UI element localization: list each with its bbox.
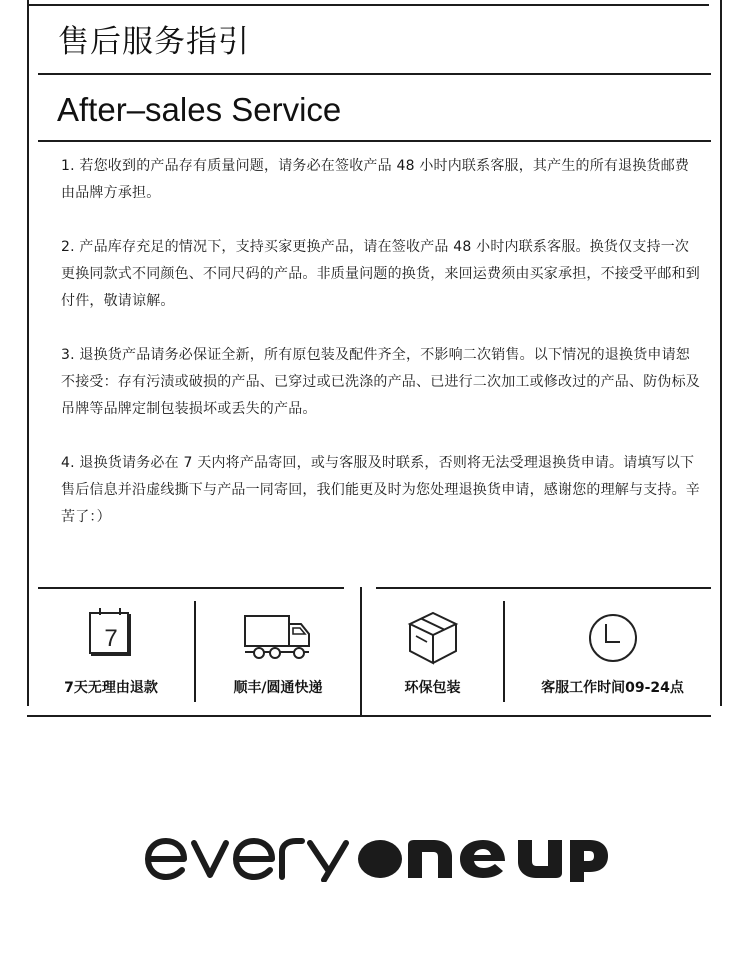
- clock-icon: [587, 612, 639, 664]
- bottom-border: [27, 715, 711, 717]
- feature-label: 7天无理由退款: [64, 680, 158, 696]
- policy-notes: [61, 153, 701, 558]
- top-border: [27, 4, 709, 6]
- policy-note: 2. 产品库存充足的情况下，支持买家更换产品，请在签收产品 48 小时内联系客服。换货仅支持一次更换同款式不同颜色、不同尺码的产品。非质量问题的换货，来回运费须由买家承担，不接受平邮和到付件，敬请谅解。: [61, 239, 700, 309]
- left-border: [27, 0, 29, 706]
- feature-service-hours: [505, 606, 720, 706]
- features-top-divider-right: [376, 587, 711, 589]
- title-divider: [38, 73, 711, 75]
- subtitle-divider: [38, 140, 711, 142]
- calendar-icon-number: 7: [104, 625, 118, 652]
- feature-label: 环保包装: [404, 680, 461, 696]
- feature-eco-packaging: [362, 606, 503, 706]
- right-border: [720, 0, 722, 706]
- policy-note: 3. 退换货产品请务必保证全新，所有原包装及配件齐全，不影响二次销售。以下情况的退换货申请恕不接受：存有污渍或破损的产品、已穿过或已洗涤的产品、已进行二次加工或修改过的产品、防伪标及吊牌等品牌定制包装损坏或丢失的产品。: [61, 347, 700, 417]
- feature-label: 客服工作时间09-24点: [541, 680, 684, 696]
- delivery-truck-icon: [243, 612, 313, 664]
- feature-label: 顺丰/圆通快递: [233, 680, 323, 696]
- policy-note: 1. 若您收到的产品存有质量问题，请务必在签收产品 48 小时内联系客服，其产生的所有退换货邮费由品牌方承担。: [61, 158, 690, 201]
- calendar-icon: [86, 606, 136, 658]
- policy-note: 4. 退换货请务必在 7 天内将产品寄回，或与客服及时联系，否则将无法受理退换货申请。请填写以下售后信息并沿虚线撕下与产品一同寄回，我们能更及时为您处理退换货申请，感谢您的理解与支持。辛苦了：）: [61, 455, 700, 525]
- feature-express-delivery: [196, 606, 360, 706]
- features-top-divider-left: [38, 587, 344, 589]
- package-box-icon: [407, 610, 459, 666]
- page-subtitle: After–sales Service: [57, 91, 342, 128]
- page-title: 售后服务指引: [58, 24, 250, 60]
- feature-return-policy: [28, 606, 194, 706]
- brand-logo: [142, 836, 608, 882]
